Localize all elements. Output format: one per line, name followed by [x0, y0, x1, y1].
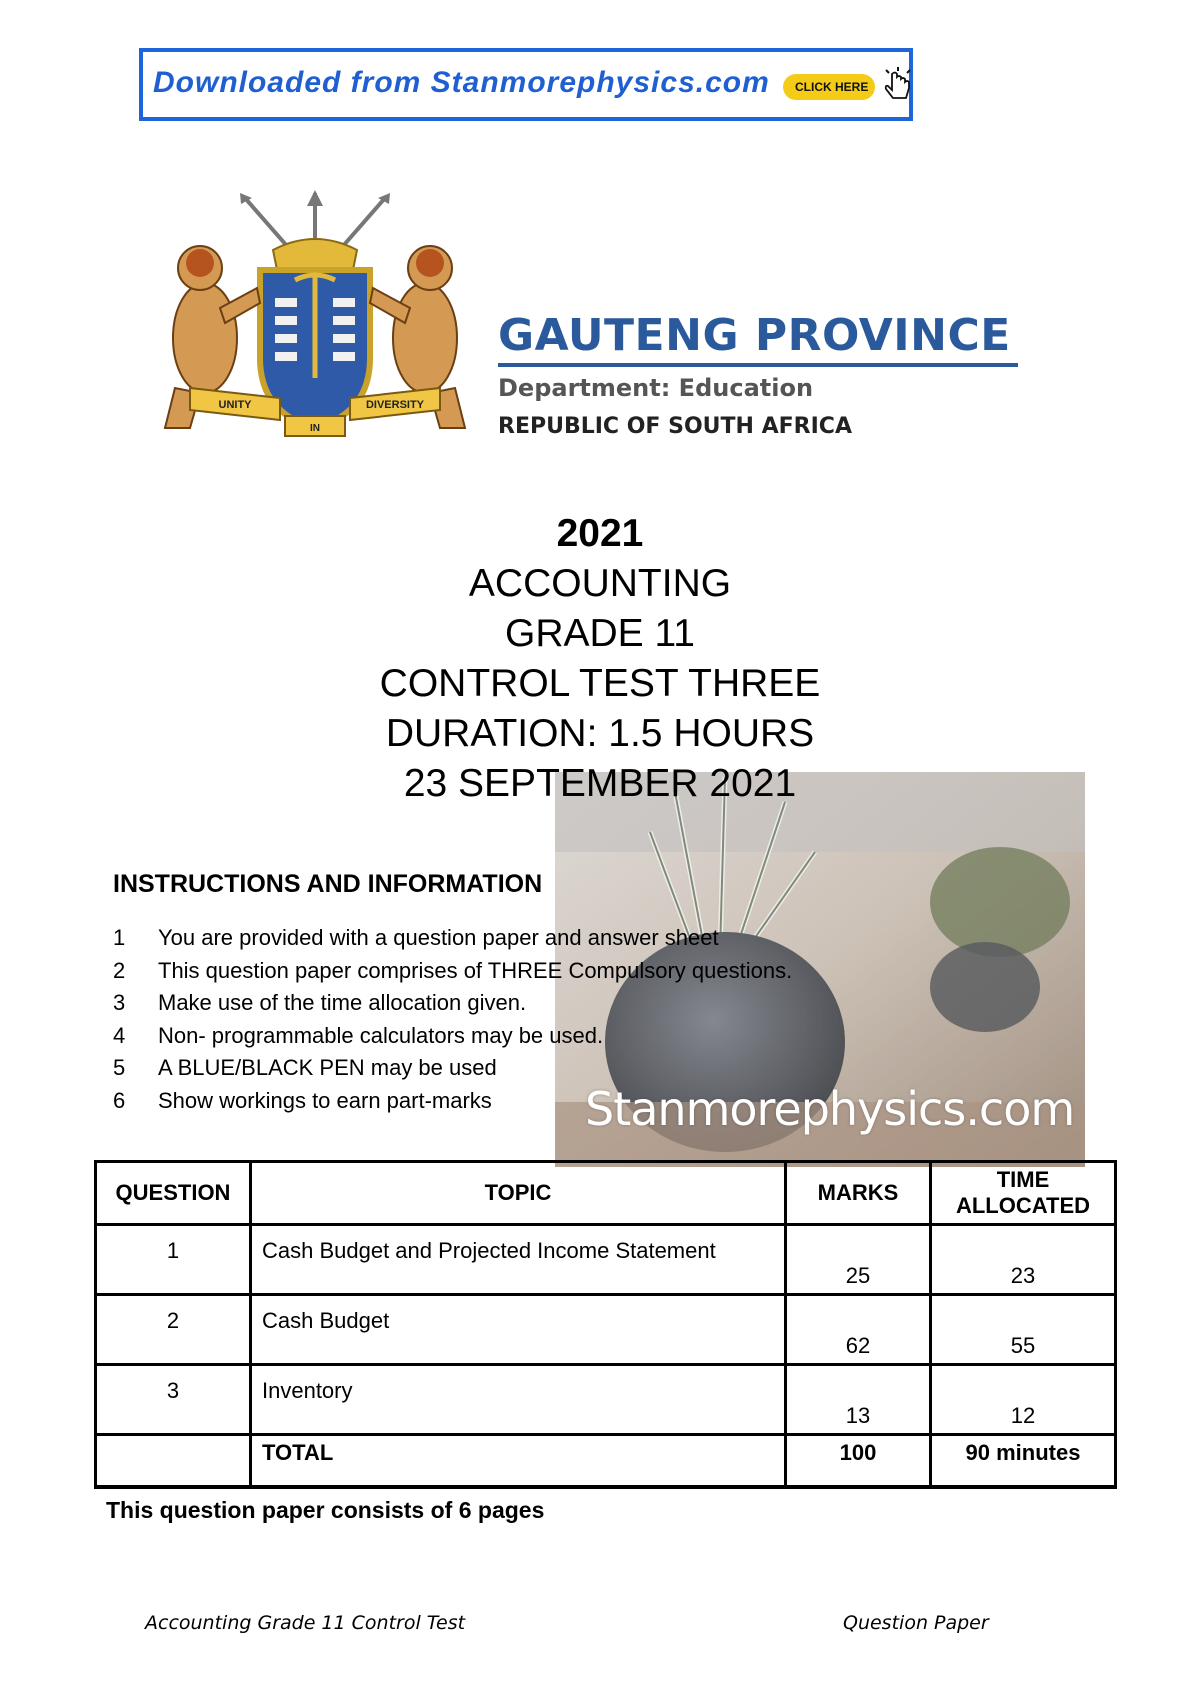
cell-marks: 13: [786, 1365, 931, 1435]
instruction-item: [113, 922, 913, 955]
pointer-hand-icon: [878, 64, 918, 104]
exam-date: 23 SEPTEMBER 2021: [403, 762, 797, 805]
instruction-text: A BLUE/BLACK PEN may be used: [158, 1055, 497, 1080]
cell-total-marks: 100: [786, 1435, 931, 1488]
instruction-number: 5: [113, 1055, 126, 1080]
cell-time: 23: [931, 1225, 1116, 1295]
table-row: [96, 1295, 1116, 1365]
instruction-item: [113, 1052, 913, 1085]
exam-year: 2021: [556, 512, 644, 555]
question-summary-table: [94, 1160, 1117, 1489]
instruction-number: 1: [113, 925, 126, 950]
exam-duration: DURATION: 1.5 HOURS: [385, 712, 815, 755]
header-time-allocated: [931, 1162, 1116, 1225]
instruction-item: [113, 1085, 913, 1118]
table-row: [96, 1225, 1116, 1295]
instruction-number: 6: [113, 1087, 126, 1113]
header-time-line1: TIME: [996, 1167, 1050, 1192]
motto-middle: IN: [310, 423, 320, 434]
header-marks: MARKS: [786, 1162, 931, 1225]
watermark-text: Stanmorephysics.com: [585, 1082, 1075, 1136]
cell-total-time: 90 minutes: [931, 1435, 1116, 1488]
cell-marks: 25: [786, 1225, 931, 1295]
motto-right: DIVERSITY: [365, 399, 425, 411]
motto-left: UNITY: [218, 399, 252, 411]
header-time-line2: ALLOCATED: [955, 1193, 1091, 1218]
instructions-heading: INSTRUCTIONS AND INFORMATION: [113, 870, 543, 898]
country-name: REPUBLIC OF SOUTH AFRICA: [498, 414, 852, 439]
table-total-row: [96, 1435, 1116, 1488]
footer-left: Accounting Grade 11 Control Test: [145, 1612, 466, 1634]
instruction-number: 4: [113, 1022, 126, 1048]
banner-link-text[interactable]: Downloaded from Stanmorephysics.com: [153, 66, 770, 99]
table-row: [96, 1365, 1116, 1435]
cell-topic: Cash Budget and Projected Income Statement: [251, 1225, 786, 1295]
cell-question: 2: [96, 1295, 251, 1365]
exam-grade: GRADE 11: [504, 612, 695, 655]
province-name: GAUTENG PROVINCE: [498, 310, 1011, 361]
header-divider: [498, 363, 1018, 367]
department-name: Department: Education: [498, 374, 814, 402]
header-question: QUESTION: [96, 1162, 251, 1225]
cell-question: 1: [96, 1225, 251, 1295]
instruction-item: [113, 987, 913, 1020]
click-here-button[interactable]: CLICK HERE: [783, 74, 875, 100]
instruction-text: Show workings to earn part-marks: [158, 1087, 492, 1113]
instruction-text: You are provided with a question paper and answer sheet: [158, 925, 719, 950]
cell-marks: 62: [786, 1295, 931, 1365]
instruction-number: 3: [113, 990, 126, 1015]
table-header-row: [96, 1162, 1116, 1225]
cell-question: 3: [96, 1365, 251, 1435]
cell-time: 12: [931, 1365, 1116, 1435]
instruction-item: [113, 1020, 913, 1053]
download-banner[interactable]: [139, 48, 913, 121]
instructions-list: [113, 922, 913, 1117]
department-header: [145, 188, 1055, 446]
cell-topic: Cash Budget: [251, 1295, 786, 1365]
instruction-text: Make use of the time allocation given.: [158, 990, 527, 1015]
header-topic: TOPIC: [251, 1162, 786, 1225]
exam-test-name: CONTROL TEST THREE: [379, 662, 821, 705]
cell-empty: [96, 1435, 251, 1488]
cell-topic: Inventory: [251, 1365, 786, 1435]
cell-total-label: TOTAL: [251, 1435, 786, 1488]
instruction-text: Non- programmable calculators may be used.: [158, 1022, 604, 1048]
coat-of-arms-logo: [145, 188, 485, 446]
instruction-number: 2: [113, 957, 126, 983]
cell-time: 55: [931, 1295, 1116, 1365]
exam-subject: ACCOUNTING: [468, 562, 732, 605]
instruction-item: [113, 955, 913, 988]
instruction-text: This question paper comprises of THREE Compulsory questions.: [158, 957, 793, 983]
page-count-note: This question paper consists of 6 pages: [106, 1497, 545, 1523]
footer-right: Question Paper: [843, 1612, 989, 1634]
